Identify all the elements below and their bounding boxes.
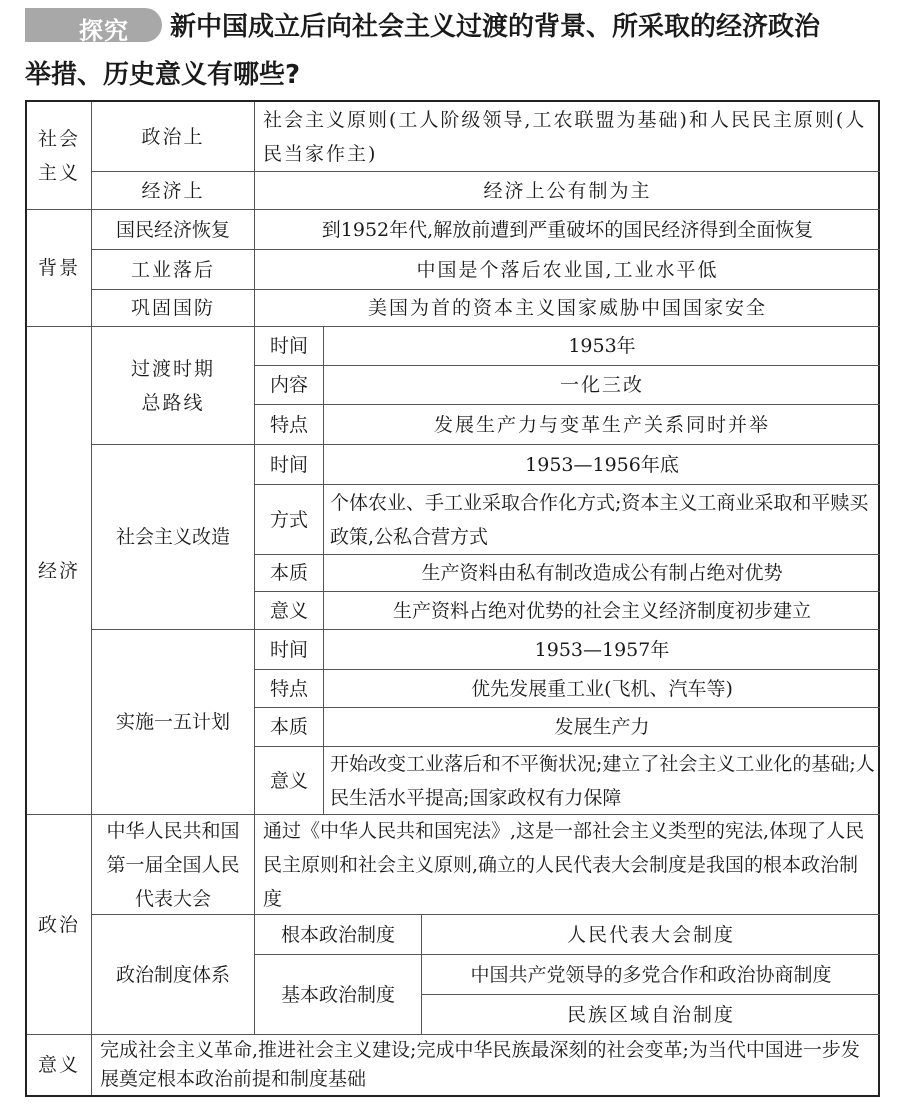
basic-system-value-0: 中国共产党领导的多党合作和政治协商制度 xyxy=(422,955,880,995)
transformation-val-0: 1953—1956年底 xyxy=(324,445,880,485)
plan-key-0: 时间 xyxy=(255,630,324,670)
fundamental-system-value: 人民代表大会制度 xyxy=(422,915,880,955)
transformation-key-3: 意义 xyxy=(255,592,324,630)
section-background: 背景 xyxy=(27,210,92,327)
plan-val-2: 发展生产力 xyxy=(324,708,880,747)
background-label-0: 国民经济恢复 xyxy=(92,210,255,250)
question-title-line2: 举措、历史意义有哪些? xyxy=(25,60,301,90)
socialism-economy-label: 经济上 xyxy=(92,172,255,210)
section-socialism: 社会 主义 xyxy=(27,102,92,210)
background-label-1: 工业落后 xyxy=(92,250,255,290)
inquiry-badge xyxy=(25,8,162,45)
plan-val-0: 1953—1957年 xyxy=(324,630,880,670)
plan-val-1: 优先发展重工业(飞机、汽车等) xyxy=(324,670,880,708)
background-text-0: 到1952年代,解放前遭到严重破坏的国民经济得到全面恢复 xyxy=(255,210,880,250)
npc-text: 通过《中华人民共和国宪法》,这是一部社会主义类型的宪法,体现了人民民主原则和社会主义原则,确立的人民代表大会制度是我国的根本政治制度 xyxy=(255,815,880,915)
socialism-politics-text: 社会主义原则(工人阶级领导,工农联盟为基础)和人民民主原则(人民当家作主) xyxy=(255,102,880,172)
transformation-val-2: 生产资料由私有制改造成公有制占绝对优势 xyxy=(324,555,880,592)
basic-system-label: 基本政治制度 xyxy=(255,955,422,1035)
fundamental-system-label: 根本政治制度 xyxy=(255,915,422,955)
transformation-val-1: 个体农业、手工业采取合作化方式;资本主义工商业采取和平赎买政策,公私合营方式 xyxy=(324,485,880,555)
npc-label: 中华人民共和国第一届全国人民代表大会 xyxy=(92,815,255,915)
section-politics: 政治 xyxy=(27,815,92,1035)
general-line-key-2: 特点 xyxy=(255,405,324,445)
summary-table xyxy=(25,100,880,1097)
basic-system-value-1: 民族区域自治制度 xyxy=(422,995,880,1035)
transformation-key-1: 方式 xyxy=(255,485,324,555)
general-line-val-2: 发展生产力与变革生产关系同时并举 xyxy=(324,405,880,445)
general-line-key-0: 时间 xyxy=(255,327,324,366)
plan-val-3: 开始改变工业落后和不平衡状况;建立了社会主义工业化的基础;人民生活水平提高;国家政权有力保障 xyxy=(324,747,880,815)
socialism-politics-label: 政治上 xyxy=(92,102,255,172)
general-line-label: 过渡时期 总路线 xyxy=(92,327,255,445)
five-year-plan-label: 实施一五计划 xyxy=(92,630,255,815)
significance-text: 完成社会主义革命,推进社会主义建设;完成中华民族最深刻的社会变革;为当代中国进一步发展奠定根本政治前提和制度基础 xyxy=(100,1039,860,1090)
background-label-2: 巩固国防 xyxy=(92,290,255,327)
background-text-2: 美国为首的资本主义国家威胁中国国家安全 xyxy=(255,290,880,327)
section-significance: 意义 xyxy=(27,1035,92,1095)
political-system-label: 政治制度体系 xyxy=(92,915,255,1035)
badge-label: 探究 xyxy=(79,17,129,45)
background-text-1: 中国是个落后农业国,工业水平低 xyxy=(255,250,880,290)
transformation-val-3: 生产资料占绝对优势的社会主义经济制度初步建立 xyxy=(324,592,880,630)
general-line-val-0: 1953年 xyxy=(324,327,880,366)
general-line-val-1: 一化三改 xyxy=(324,366,880,405)
section-economy: 经济 xyxy=(27,327,92,815)
general-line-key-1: 内容 xyxy=(255,366,324,405)
question-title-line1: 新中国成立后向社会主义过渡的背景、所采取的经济政治 xyxy=(170,12,821,42)
transformation-key-0: 时间 xyxy=(255,445,324,485)
transformation-label: 社会主义改造 xyxy=(92,445,255,630)
plan-key-3: 意义 xyxy=(255,747,324,815)
plan-key-1: 特点 xyxy=(255,670,324,708)
transformation-key-2: 本质 xyxy=(255,555,324,592)
plan-key-2: 本质 xyxy=(255,708,324,747)
socialism-economy-text: 经济上公有制为主 xyxy=(255,172,880,210)
